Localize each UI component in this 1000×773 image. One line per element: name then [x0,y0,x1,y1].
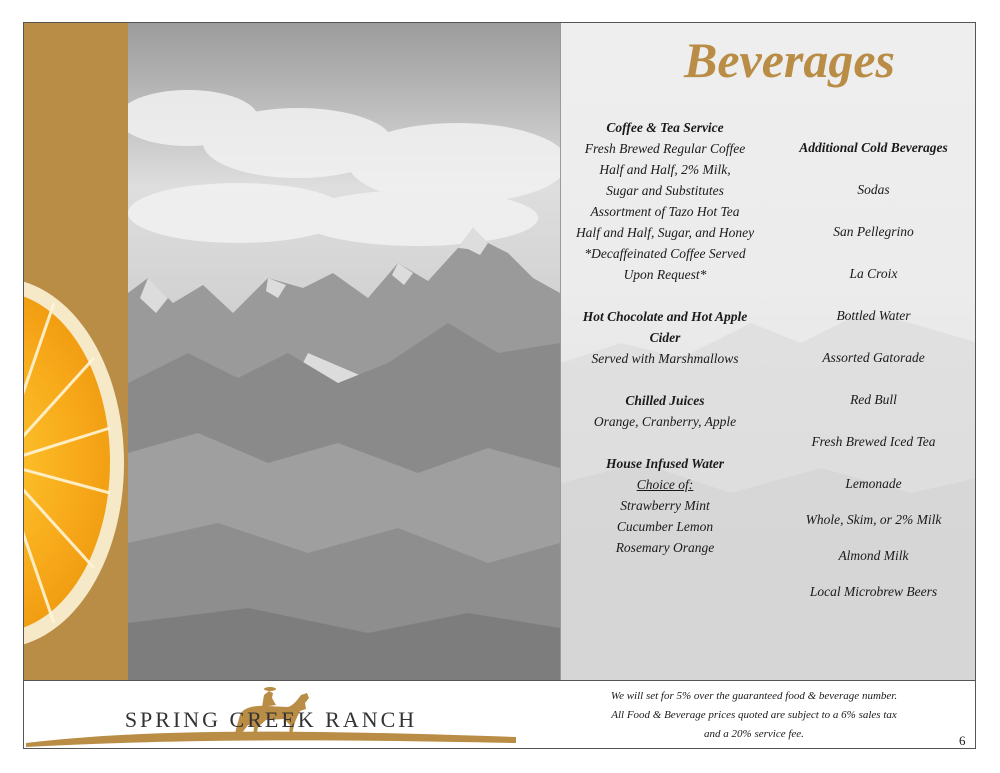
list-item: San Pellegrino [833,224,914,239]
list-item: Sugar and Substitutes [606,183,724,198]
spacer [561,369,769,390]
section-heading: Hot Chocolate and Hot Apple [582,309,748,324]
list-item: *Decaffeinated Coffee Served [584,246,746,261]
section-heading: House Infused Water [605,456,725,471]
list-item: Orange, Cranberry, Apple [593,414,737,429]
list-item: Choice of: [636,477,694,492]
beverage-menu-panel [560,23,976,680]
list-item: Lemonade [845,476,902,491]
list-item: Local Microbrew Beers [809,584,938,599]
cold-beverages-column [769,23,976,680]
list-item: Half and Half, 2% Milk, [599,162,731,177]
menu-page [23,22,976,749]
list-item: La Croix [849,266,898,281]
list-item: Cucumber Lemon [616,519,714,534]
pricing-notice [554,687,954,744]
page-footer [24,680,975,749]
hot-beverages-column [561,117,769,558]
notice-line: We will set for 5% over the guaranteed food & beverage number. [610,690,898,702]
decorative-band [24,23,129,680]
spacer [561,285,769,306]
mountain-photo [128,23,560,680]
list-item: Assorted Gatorade [822,350,925,365]
list-item: Sodas [857,182,890,197]
list-item: Upon Request* [623,267,707,282]
logo-text: SPRING CREEK RANCH [124,707,418,732]
page-title: Beverages [683,32,896,88]
orange-slice-image [24,278,124,648]
list-item: Almond Milk [838,548,909,563]
list-item: Fresh Brewed Regular Coffee [584,141,746,156]
list-item: Fresh Brewed Iced Tea [811,434,936,449]
section-heading: Chilled Juices [625,393,705,408]
list-item: Rosemary Orange [615,540,715,555]
cold-beverages-heading: Additional Cold Beverages [799,140,948,155]
list-item: Strawberry Mint [620,498,710,513]
section-heading: Coffee & Tea Service [606,120,724,135]
notice-line: All Food & Beverage prices quoted are subject to a 6% sales tax [611,709,897,721]
section-heading: Cider [649,330,681,345]
list-item: Assortment of Tazo Hot Tea [590,204,740,219]
notice-line: and a 20% service fee. [704,728,804,740]
list-item: Red Bull [850,392,897,407]
page-number: 6 [959,733,966,748]
spring-creek-ranch-logo [26,685,516,747]
list-item: Bottled Water [836,308,911,323]
spacer [561,432,769,453]
list-item: Half and Half, Sugar, and Honey [575,225,755,240]
list-item: Served with Marshmallows [591,351,739,366]
list-item: Whole, Skim, or 2% Milk [805,512,942,527]
